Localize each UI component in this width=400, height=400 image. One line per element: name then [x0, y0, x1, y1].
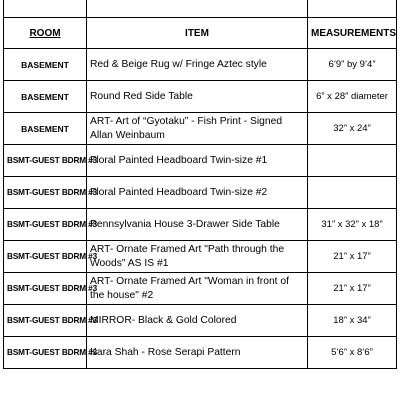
cell-item: Floral Painted Headboard Twin-size #1	[87, 145, 308, 177]
table-row	[4, 81, 397, 113]
cell-room: BSMT-GUEST BDRM #3	[4, 305, 87, 337]
cell-item: Floral Painted Headboard Twin-size #2	[87, 177, 308, 209]
cell-item: ART- Ornate Framed Art "Path through the Woods" AS IS #1	[87, 241, 308, 273]
cell-item: ART- Ornate Framed Art "Woman in front of the house" #2	[87, 273, 308, 305]
table-row	[4, 337, 397, 369]
cell-measurements: 32” x 24”	[308, 113, 397, 145]
table-row	[4, 305, 397, 337]
cell-room: BSMT-GUEST BDRM #3	[4, 273, 87, 305]
header-room: ROOM	[4, 18, 87, 49]
table-row	[4, 241, 397, 273]
table-row	[4, 177, 397, 209]
cell-measurements: 18” x 34”	[308, 305, 397, 337]
cell-room: BASEMENT	[4, 49, 87, 81]
cell-measurements: 31” x 32” x 18”	[308, 209, 397, 241]
table-row	[4, 145, 397, 177]
table-row	[4, 113, 397, 145]
cell-room: BSMT-GUEST BDRM #3	[4, 337, 87, 369]
cell-room: BSMT-GUEST BDRM #3	[4, 177, 87, 209]
cell-measurements: 21” x 17”	[308, 241, 397, 273]
cell-item: Round Red Side Table	[87, 81, 308, 113]
table-header-row	[4, 18, 397, 49]
header-measurements: MEASUREMENTS	[308, 18, 397, 49]
cell-item: Red & Beige Rug w/ Fringe Aztec style	[87, 49, 308, 81]
cell-measurements: 6’9” by 9’4”	[308, 49, 397, 81]
cell-item: Pennsylvania House 3-Drawer Side Table	[87, 209, 308, 241]
cell-room: BSMT-GUEST BDRM #3	[4, 241, 87, 273]
cell-item: Kara Shah - Rose Serapi Pattern	[87, 337, 308, 369]
table-row	[4, 49, 397, 81]
header-item: ITEM	[87, 18, 308, 49]
cell-room: BSMT-GUEST BDRM #3	[4, 145, 87, 177]
cell-measurements	[308, 145, 397, 177]
cell-room: BASEMENT	[4, 81, 87, 113]
cell-room: BSMT-GUEST BDRM #3	[4, 209, 87, 241]
cell-room: BASEMENT	[4, 113, 87, 145]
cell-item: MIRROR- Black & Gold Colored	[87, 305, 308, 337]
previous-row-fragment	[4, 0, 397, 18]
table-row	[4, 273, 397, 305]
table-row	[4, 209, 397, 241]
cell-item: ART- Art of “Gyotaku” - Fish Print - Signed Allan Weinbaum	[87, 113, 308, 145]
inventory-table	[3, 0, 397, 369]
cell-measurements	[308, 177, 397, 209]
cell-measurements: 5’6” x 8’6”	[308, 337, 397, 369]
cell-measurements: 6” x 28” diameter	[308, 81, 397, 113]
cell-measurements: 21” x 17”	[308, 273, 397, 305]
